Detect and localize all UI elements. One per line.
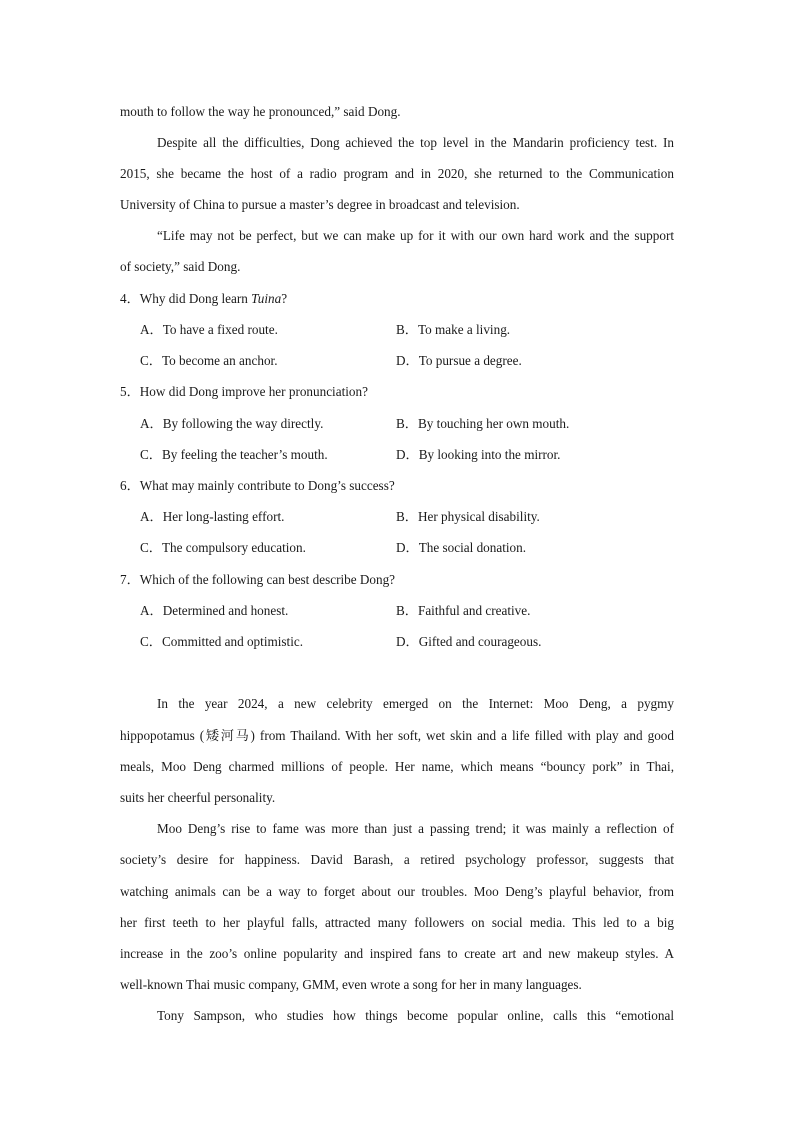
option-7b: B．Faithful and creative. — [396, 603, 531, 618]
option-7d: D．Gifted and courageous. — [396, 634, 542, 649]
option-4a: A．To have a fixed route. — [140, 322, 278, 337]
option-4c: C．To become an anchor. — [140, 353, 278, 368]
option-7a: A．Determined and honest. — [140, 603, 289, 618]
question-4 — [120, 291, 674, 307]
passage2-para2-line4: her first teeth to her playful falls, attracted many followers on social media. This led to a big — [120, 915, 674, 930]
question-number: 7． — [120, 572, 140, 587]
passage2-para1-line3: meals, Moo Deng charmed millions of people. Her name, which means “bouncy pork” in Thai, — [120, 759, 674, 774]
option-5d: D．By looking into the mirror. — [396, 447, 561, 462]
passage1-para3-line2: of society,” said Dong. — [120, 259, 241, 274]
passage2-para1-line1: In the year 2024, a new celebrity emerged on the Internet: Moo Deng, a pygmy — [157, 696, 674, 711]
option-5b: B．By touching her own mouth. — [396, 416, 570, 431]
passage2-para2-line3: watching animals can be a way to forget about our troubles. Moo Deng’s playful behavior, from — [120, 884, 674, 899]
question-text: What may mainly contribute to Dong’s success? — [139, 478, 395, 493]
question-number: 6． — [120, 478, 140, 493]
question-5 — [120, 384, 674, 400]
question-number: 4． — [120, 291, 140, 306]
passage2-para2-line1: Moo Deng’s rise to fame was more than just a passing trend; it was mainly a reflection of — [157, 821, 674, 836]
passage2-para2-line5: increase in the zoo’s online popularity and inspired fans to create art and new makeup styles. A — [120, 946, 674, 961]
passage1-line: mouth to follow the way he pronounced,” said Dong. — [120, 104, 401, 119]
passage2-para2-line6: well-known Thai music company, GMM, even wrote a song for her in many languages. — [120, 977, 582, 992]
passage1-para2-line1: Despite all the difficulties, Dong achieved the top level in the Mandarin proficiency test. In — [157, 135, 674, 150]
question-text: Why did Dong learn — [139, 291, 252, 306]
question-6 — [120, 478, 674, 494]
option-4d: D．To pursue a degree. — [396, 353, 522, 368]
option-6c: C．The compulsory education. — [140, 540, 306, 555]
passage2-para1-line2: hippopotamus (矮河马) from Thailand. With her soft, wet skin and a life filled with play and good — [120, 728, 674, 743]
question-text-end: ? — [281, 291, 288, 306]
question-text: Which of the following can best describe Dong? — [139, 572, 396, 587]
option-4b: B．To make a living. — [396, 322, 511, 337]
question-text: How did Dong improve her pronunciation? — [139, 384, 368, 399]
question-text-italic: Tuina — [251, 291, 282, 306]
passage2-para3-line1: Tony Sampson, who studies how things become popular online, calls this “emotional — [157, 1008, 674, 1023]
passage2-para1-line4: suits her cheerful personality. — [120, 790, 276, 805]
option-7c: C．Committed and optimistic. — [140, 634, 304, 649]
question-number: 5． — [120, 384, 140, 399]
option-5a: A．By following the way directly. — [140, 416, 324, 431]
passage1-para2-line3: University of China to pursue a master’s degree in broadcast and television. — [120, 197, 520, 212]
question-7 — [120, 572, 674, 588]
passage2-para2-line2: society’s desire for happiness. David Barash, a retired psychology professor, suggests that — [120, 852, 674, 867]
option-5c: C．By feeling the teacher’s mouth. — [140, 447, 328, 462]
option-6d: D．The social donation. — [396, 540, 527, 555]
passage1-para2-line2: 2015, she became the host of a radio program and in 2020, she returned to the Communication — [120, 166, 674, 181]
option-6b: B．Her physical disability. — [396, 509, 540, 524]
option-6a: A．Her long-lasting effort. — [140, 509, 285, 524]
passage1-para3-line1: “Life may not be perfect, but we can make up for it with our own hard work and the support — [157, 228, 674, 243]
